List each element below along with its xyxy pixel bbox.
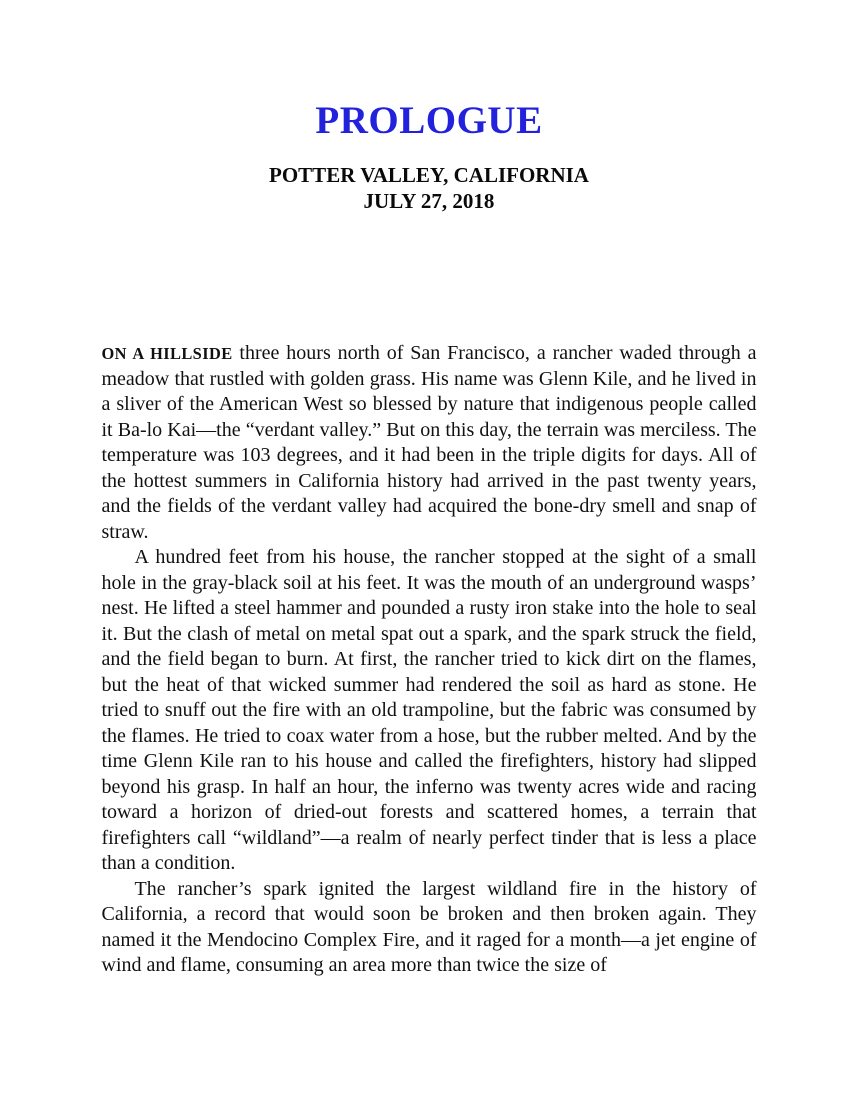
paragraph-opening: [102, 341, 757, 545]
paragraph: A hundred feet from his house, the rancher stopped at the sight of a small hole in the gray-black soil at his feet. It was the mouth of an underground wasps’ nest. He lifted a steel hammer and pounded a rusty iron stake into the hole to seal it. But the clash of metal on metal spat out a spark, and the spark struck the field, and the field began to burn. At first, the rancher tried to kick dirt on the flames, but the heat of that wicked summer had rendered the soil as hard as stone. He tried to snuff out the fire with an old trampoline, but the fabric was consumed by the flames. He tried to coax water from a hose, but the rubber melted. And by the time Glenn Kile ran to his house and called the firefighters, history had slipped beyond his grasp. In half an hour, the inferno was twenty acres wide and racing toward a horizon of dried-out forests and scattered homes, a terrain that firefighters call “wildland”—a realm of nearly perfect tinder that is less a place than a condition.: [101, 546, 757, 874]
chapter-date: JULY 27, 2018: [363, 189, 495, 213]
chapter-subtitle-block: [0, 162, 858, 214]
chapter-location: POTTER VALLEY, CALIFORNIA: [269, 163, 589, 187]
paragraph: The rancher’s spark ignited the largest wildland fire in the history of California, a record that would soon be broken and then broken again. They named it the Mendocino Complex Fire, and it raged for a month—a jet engine of wind and flame, consuming an area more than twice the size of: [101, 877, 757, 976]
paragraph-text: three hours north of San Francisco, a rancher waded through a meadow that rustled with golden grass. His name was Glenn Kile, and he lived in a sliver of the American West so blessed by nature that indigenous people called it Ba-lo Kai—the “verdant valley.” But on this day, the terrain was merciless. The temperature was 103 degrees, and it had been in the triple digits for days. All of the hottest summers in California history had arrived in the past twenty years, and the fields of the verdant valley had acquired the bone-dry smell and snap of straw.: [101, 342, 757, 543]
opening-small-caps: ON A HILLSIDE: [101, 344, 233, 363]
body-text: [102, 341, 757, 979]
chapter-title: PROLOGUE: [315, 99, 543, 142]
